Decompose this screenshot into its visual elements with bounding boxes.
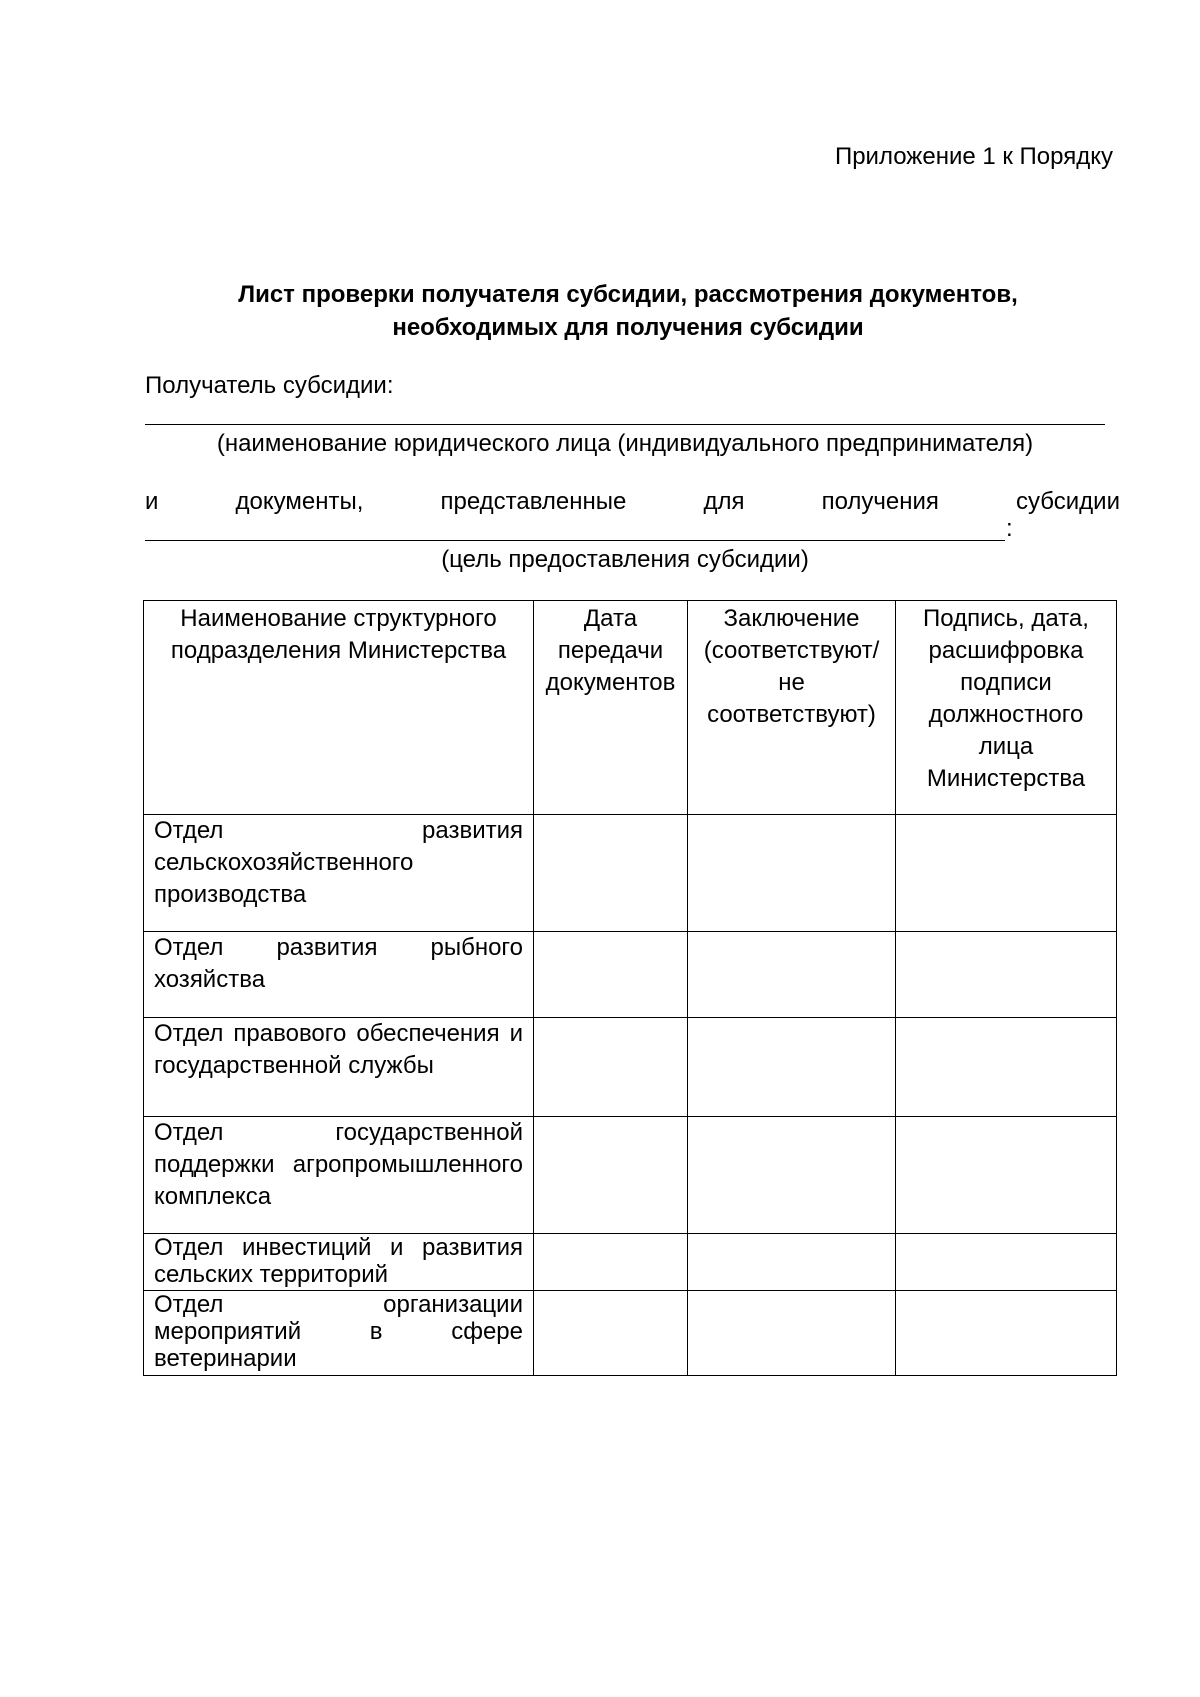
recipient-label: Получатель субсидии: <box>145 372 394 399</box>
purpose-blank-line <box>145 540 1005 541</box>
documents-word: документы, <box>235 488 364 515</box>
documents-word: для <box>703 488 745 515</box>
documents-line <box>145 488 1120 516</box>
table-header-row <box>144 601 1117 815</box>
transfer-date-cell[interactable] <box>534 815 688 932</box>
table-row <box>144 1234 1117 1291</box>
transfer-date-cell[interactable] <box>534 1234 688 1291</box>
conclusion-cell[interactable] <box>688 815 896 932</box>
department-name: Отдел государственной поддержки агропромышленного комплекса <box>144 1117 534 1234</box>
conclusion-cell[interactable] <box>688 1234 896 1291</box>
transfer-date-cell[interactable] <box>534 1117 688 1234</box>
title-line-1: Лист проверки получателя субсидии, рассмотрения документов, <box>238 281 1018 308</box>
table-row <box>144 1117 1117 1234</box>
documents-word: представленные <box>440 488 627 515</box>
department-name: Отдел организации мероприятий в сфере ветеринарии <box>144 1291 534 1376</box>
table-row <box>144 1018 1117 1117</box>
check-table <box>143 600 1117 1376</box>
signature-cell[interactable] <box>896 1018 1117 1117</box>
department-name: Отдел развития рыбного хозяйства <box>144 932 534 1018</box>
header-transfer-date: Дата передачи документов <box>534 601 688 815</box>
appendix-label: Приложение 1 к Порядку <box>834 143 1113 170</box>
purpose-hint: (цель предоставления субсидии) <box>441 546 809 573</box>
table-row <box>144 815 1117 932</box>
documents-word: и <box>145 488 159 515</box>
transfer-date-cell[interactable] <box>534 932 688 1018</box>
purpose-colon: : <box>1006 515 1013 542</box>
signature-cell[interactable] <box>896 932 1117 1018</box>
conclusion-cell[interactable] <box>688 1117 896 1234</box>
header-department: Наименование структурного подразделения Министерства <box>144 601 534 815</box>
transfer-date-cell[interactable] <box>534 1291 688 1376</box>
header-signature: Подпись, дата, расшифровка подписи должностного лица Министерства <box>896 601 1117 815</box>
recipient-blank-line <box>145 424 1105 425</box>
table-row <box>144 932 1117 1018</box>
department-name: Отдел развития сельскохозяйственного производства <box>144 815 534 932</box>
transfer-date-cell[interactable] <box>534 1018 688 1117</box>
signature-cell[interactable] <box>896 1234 1117 1291</box>
table-row <box>144 1291 1117 1376</box>
title-line-2: необходимых для получения субсидии <box>392 314 864 341</box>
document-title <box>143 278 1113 344</box>
signature-cell[interactable] <box>896 1291 1117 1376</box>
conclusion-cell[interactable] <box>688 1018 896 1117</box>
conclusion-cell[interactable] <box>688 932 896 1018</box>
header-conclusion: Заключение (соответствуют/ не соответствуют) <box>688 601 896 815</box>
recipient-hint: (наименование юридического лица (индивидуального предпринимателя) <box>216 430 1034 457</box>
documents-word: субсидии <box>1016 488 1120 515</box>
conclusion-cell[interactable] <box>688 1291 896 1376</box>
signature-cell[interactable] <box>896 1117 1117 1234</box>
documents-word: получения <box>821 488 939 515</box>
department-name: Отдел правового обеспечения и государственной службы <box>144 1018 534 1117</box>
department-name: Отдел инвестиций и развития сельских территорий <box>144 1234 534 1291</box>
signature-cell[interactable] <box>896 815 1117 932</box>
